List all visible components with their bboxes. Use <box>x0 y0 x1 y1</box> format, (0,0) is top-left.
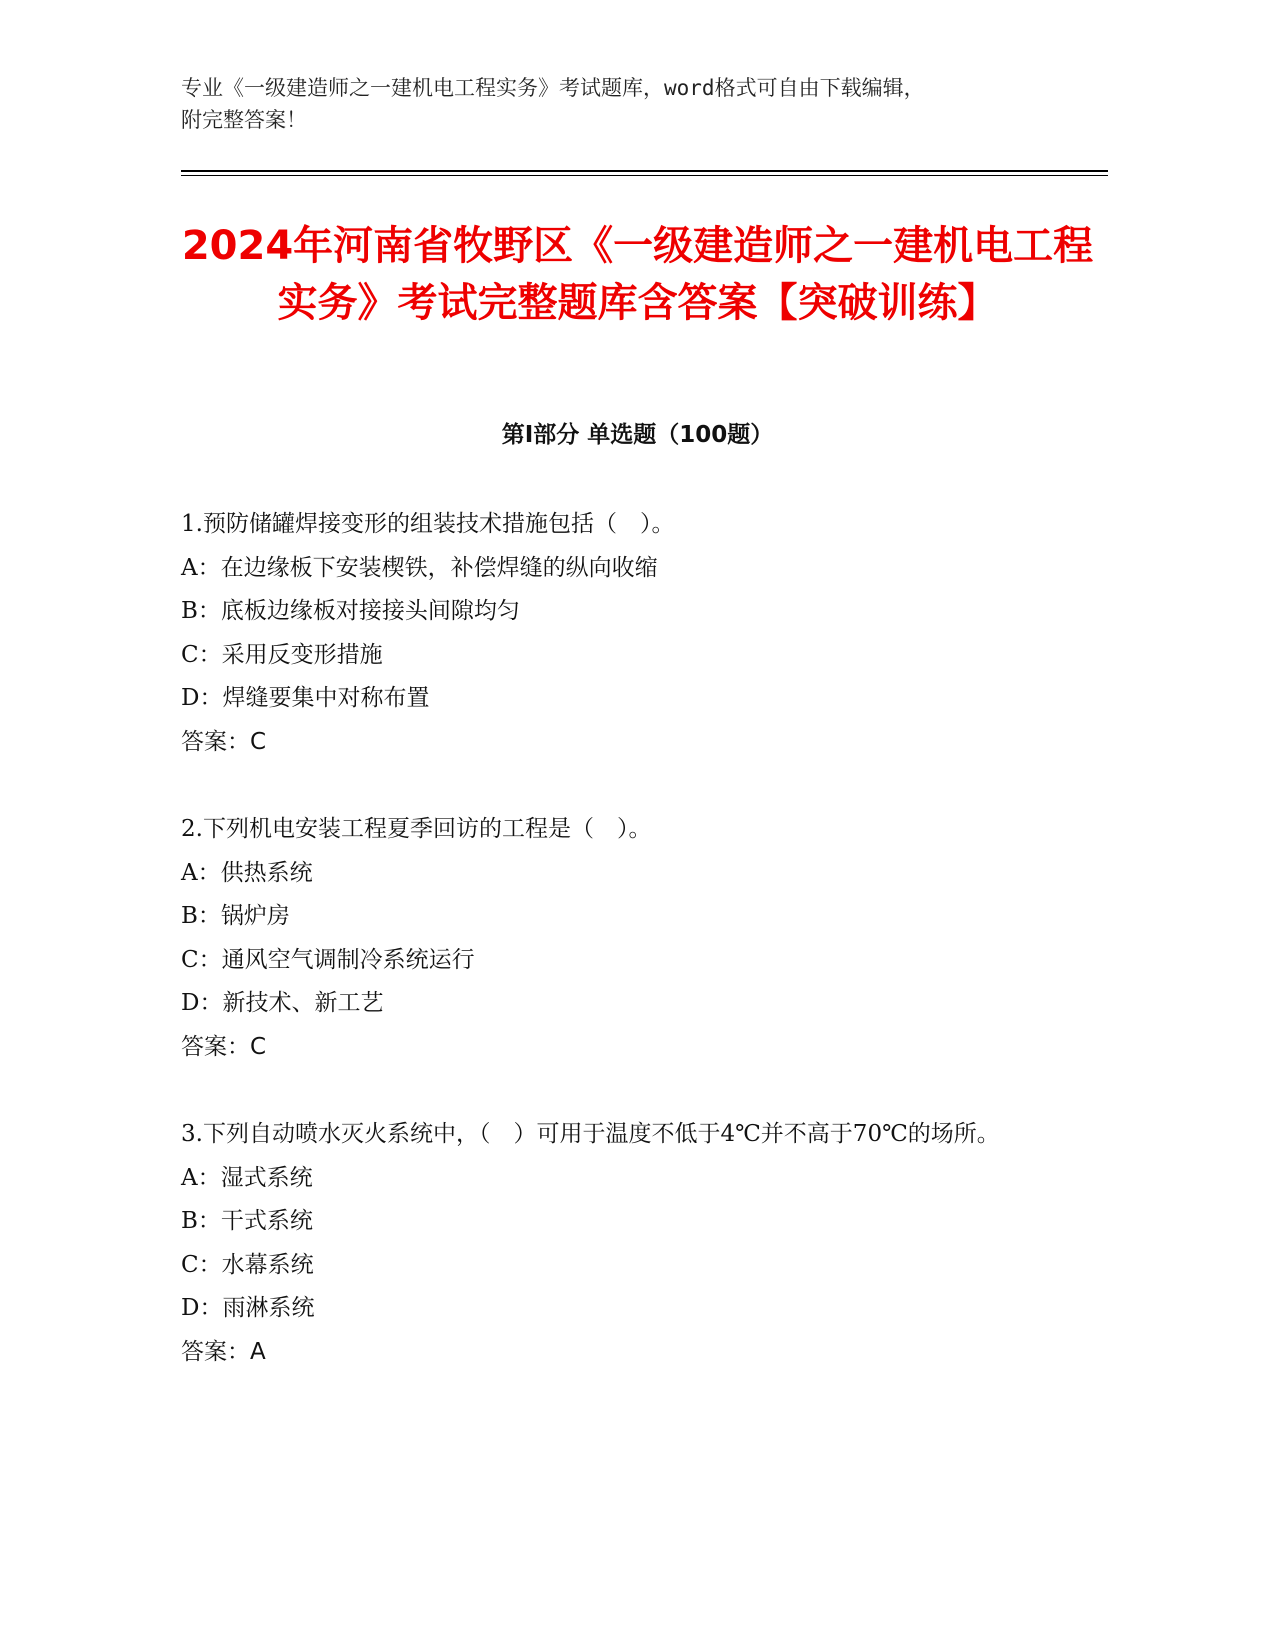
question-1 <box>181 503 1081 764</box>
option-a: A：供热系统 <box>181 859 313 886</box>
header-note-line-1: 专业《一级建造师之一建机电工程实务》考试题库，word格式可自由下载编辑， <box>181 76 925 100</box>
answer: 答案：C <box>181 728 267 755</box>
option-d: D：焊缝要集中对称布置 <box>181 685 430 711</box>
option-c: C：采用反变形措施 <box>181 641 383 668</box>
option-b: B：锅炉房 <box>181 903 290 929</box>
question-stem: 3.下列自动喷水灭火系统中，（ ）可用于温度不低于4℃并不高于70℃的场所。 <box>181 1121 1000 1147</box>
answer: 答案：A <box>181 1338 266 1365</box>
question-stem: 1.预防储罐焊接变形的组装技术措施包括（ ）。 <box>181 511 675 537</box>
option-a: A：在边缘板下安装楔铁，补偿焊缝的纵向收缩 <box>181 554 658 581</box>
header-rule-thin <box>181 175 1108 176</box>
option-d: D：新技术、新工艺 <box>181 990 384 1016</box>
question-2 <box>181 808 1081 1069</box>
header-note <box>181 72 1081 136</box>
document-title: 2024年河南省牧野区《一级建造师之一建机电工程实务》考试完整题库含答案【突破训练】 <box>181 223 1094 326</box>
option-b: B：干式系统 <box>181 1208 313 1234</box>
option-b: B：底板边缘板对接接头间隙均匀 <box>181 598 520 624</box>
option-c: C：通风空气调制冷系统运行 <box>181 946 475 973</box>
answer: 答案：C <box>181 1033 267 1060</box>
section-title: 第I部分 单选题（100题） <box>501 422 774 448</box>
option-c: C：水幕系统 <box>181 1251 314 1278</box>
option-d: D：雨淋系统 <box>181 1295 315 1321</box>
question-stem: 2.下列机电安装工程夏季回访的工程是（ ）。 <box>181 816 652 842</box>
header-note-line-2: 附完整答案！ <box>181 108 307 132</box>
header-rule-thick <box>181 170 1108 172</box>
question-3 <box>181 1113 1081 1374</box>
option-a: A：湿式系统 <box>181 1164 313 1191</box>
